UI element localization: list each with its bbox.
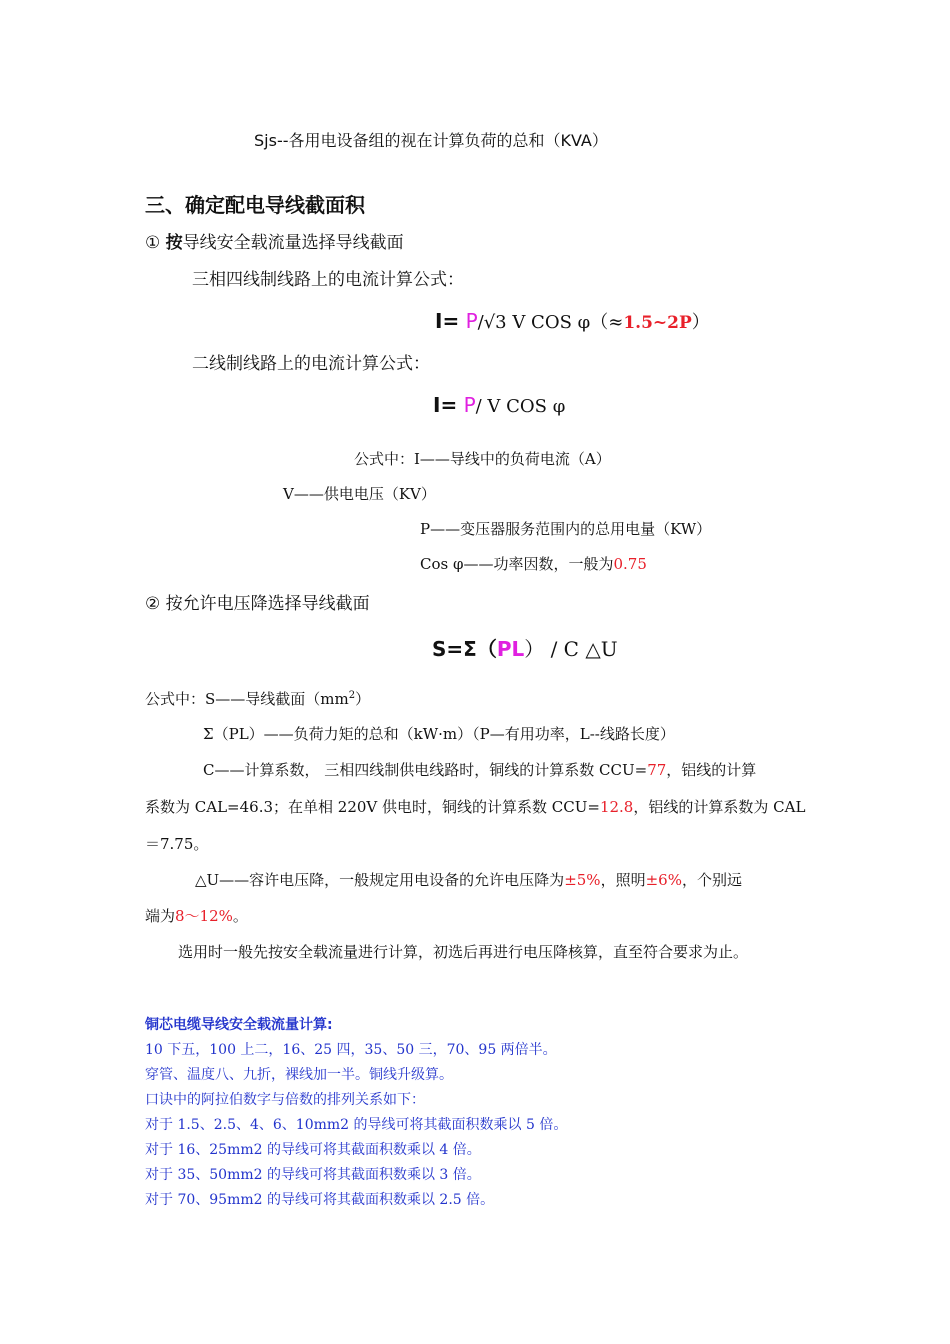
def-power-factor-text: Cos φ——功率因数，一般为: [420, 555, 614, 573]
subheading-1-text: 导线安全载流量选择导线截面: [182, 233, 404, 253]
def-coefficient-line3: ＝7.75。: [145, 835, 209, 853]
formula-voltage-drop: [432, 633, 618, 662]
formula3-rest: ） / C △U: [524, 637, 618, 661]
def-voltage: V——供电电压（KV）: [283, 485, 436, 503]
mnemonic-line: 对于 1.5、2.5、4、6、10mm2 的导线可将其截面积数乘以 5 倍。: [145, 1117, 568, 1133]
def-voltage-drop-text-3: ，个别远: [681, 871, 742, 889]
three-phase-label: 三相四线制线路上的电流计算公式：: [192, 270, 464, 290]
subheading-1: [145, 228, 404, 253]
formula1-p: P: [465, 309, 478, 333]
def-coefficient-line2: [145, 796, 805, 817]
subheading-1-number: ①: [145, 233, 161, 253]
def-coefficient-line1: [203, 759, 756, 780]
formula1-end: ）: [691, 312, 710, 333]
def-load-moment: Σ（PL）——负荷力矩的总和（kW·m）（P—有用功率，L--线路长度）: [203, 725, 675, 743]
def-voltage-drop-text-2: ，照明: [600, 871, 646, 889]
mnemonic-line: 对于 35、50mm2 的导线可将其截面积数乘以 3 倍。: [145, 1167, 481, 1183]
def-voltage-drop-v1: ±5%: [564, 871, 601, 889]
def-section-text: 公式中：S——导线截面（mm: [145, 690, 349, 708]
formula1-lhs: I=: [435, 309, 460, 333]
def-current: 公式中：I——导线中的负荷电流（A）: [354, 450, 611, 468]
def-section-sup: 2: [348, 690, 356, 701]
mnemonic-line: 穿管、温度八、九折，裸线加一半。铜线升级算。: [145, 1067, 453, 1083]
def-power-factor: [420, 553, 647, 574]
mnemonic-line: 对于 16、25mm2 的导线可将其截面积数乘以 4 倍。: [145, 1142, 481, 1158]
formula2-p: P: [463, 393, 476, 417]
def-voltage-drop-text-5: 。: [232, 907, 248, 925]
def-voltage-drop-line1: [195, 869, 742, 890]
sjs-definition: Sjs--各用电设备组的视在计算负荷的总和（KVA）: [254, 131, 608, 150]
def-voltage-drop-text-1: △U——容许电压降，一般规定用电设备的允许电压降为: [195, 871, 565, 889]
def-voltage-drop-v3: 8～12%: [175, 907, 233, 925]
def-voltage-drop-line2: [145, 905, 248, 926]
subheading-2-number: ②: [145, 594, 161, 614]
def-section: [145, 688, 370, 709]
formula-three-phase: [435, 308, 710, 334]
two-wire-label: 二线制线路上的电流计算公式：: [192, 354, 430, 374]
subheading-2-text: 按允许电压降选择导线截面: [165, 594, 370, 614]
mnemonic-title: 铜芯电缆导线安全载流量计算:: [145, 1017, 333, 1033]
formula1-body: /√3 V COS φ（≈: [477, 312, 624, 333]
def-section-suffix: ）: [355, 690, 371, 708]
mnemonic-line: 口诀中的阿拉伯数字与倍数的排列关系如下：: [145, 1092, 425, 1108]
def-power-factor-value: 0.75: [613, 555, 647, 573]
def-power: P——变压器服务范围内的总用电量（KW）: [420, 520, 712, 538]
subheading-2: [145, 589, 370, 614]
formula3-lhs: S=Σ（: [432, 637, 497, 661]
formula-two-wire: [433, 393, 565, 417]
formula2-body: / V COS φ: [475, 396, 566, 417]
def-coefficient-ccu1: 12.8: [599, 798, 634, 816]
def-coefficient-text-2: ，铝线的计算: [666, 761, 757, 779]
mnemonic-line: 对于 70、95mm2 的导线可将其截面积数乘以 2.5 倍。: [145, 1192, 495, 1208]
section-title: 三、确定配电导线截面积: [145, 193, 365, 217]
def-coefficient-text-3: 系数为 CAL=46.3；在单相 220V 供电时，铜线的计算系数 CCU=: [145, 798, 600, 816]
selection-note: 选用时一般先按安全载流量进行计算，初选后再进行电压降核算，直至符合要求为止。: [178, 943, 749, 961]
formula2-lhs: I=: [433, 393, 458, 417]
mnemonic-line: 10 下五，100 上二，16、25 四，35、50 三，70、95 两倍半。: [145, 1042, 557, 1058]
def-coefficient-text-4: ，铝线的计算系数为 CAL: [633, 798, 806, 816]
formula1-approx: 1.5~2P: [623, 313, 692, 333]
formula3-pl: PL: [496, 637, 525, 661]
def-coefficient-ccu3: 77: [647, 761, 667, 779]
subheading-1-lead: 按: [165, 233, 183, 253]
def-voltage-drop-v2: ±6%: [645, 871, 682, 889]
def-voltage-drop-text-4: 端为: [145, 907, 176, 925]
def-coefficient-text-1: C——计算系数， 三相四线制供电线路时，铜线的计算系数 CCU=: [203, 761, 648, 779]
